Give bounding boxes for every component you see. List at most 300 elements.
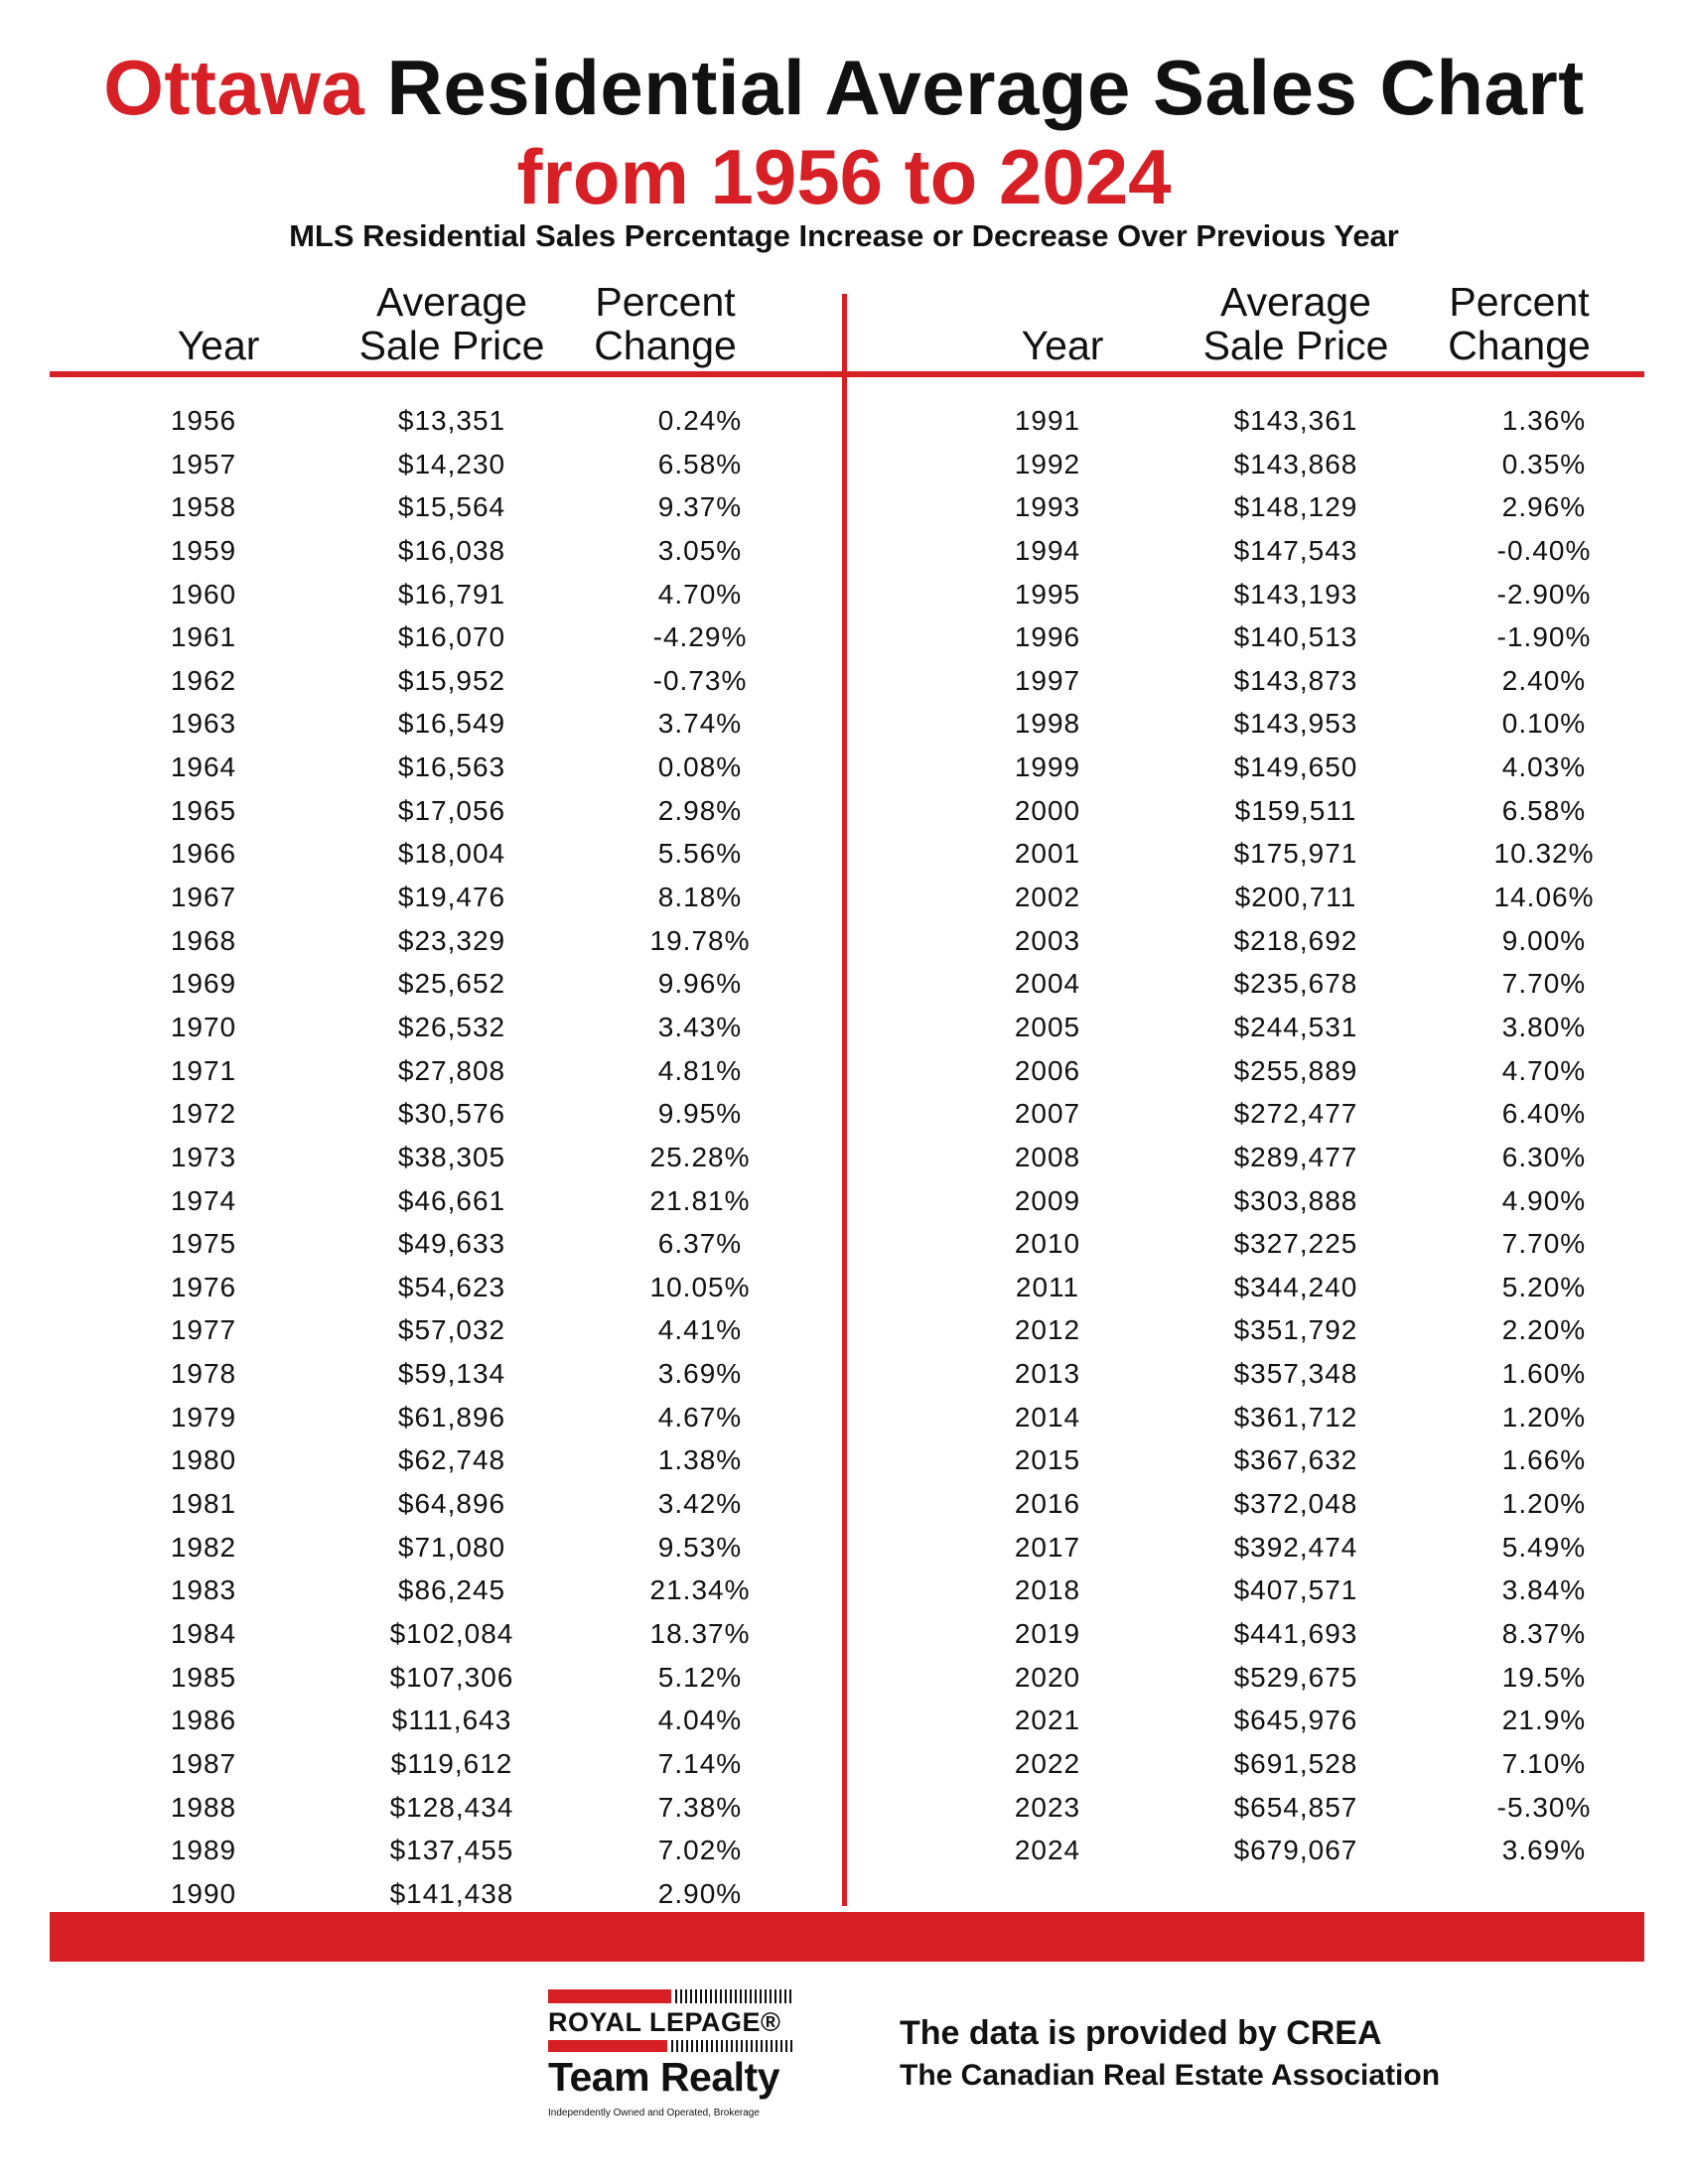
average-price-cell: $143,868 bbox=[1233, 448, 1358, 479]
table-row bbox=[119, 1136, 834, 1179]
average-price-cell: $141,438 bbox=[389, 1877, 514, 1909]
table-row bbox=[119, 1049, 834, 1093]
year-cell: 1996 bbox=[1014, 621, 1081, 653]
percent-change-cell: 19.5% bbox=[1501, 1661, 1587, 1693]
percent-change-cell: 3.43% bbox=[657, 1011, 743, 1042]
table-row bbox=[963, 1396, 1678, 1439]
average-price-cell: $71,080 bbox=[397, 1531, 506, 1563]
table-row bbox=[119, 832, 834, 876]
year-cell: 1987 bbox=[170, 1747, 237, 1779]
table-row bbox=[119, 1612, 834, 1656]
year-cell: 2014 bbox=[1014, 1401, 1081, 1433]
year-cell: 1986 bbox=[170, 1705, 237, 1736]
percent-change-cell: -1.90% bbox=[1496, 621, 1592, 653]
table-row bbox=[119, 1352, 834, 1396]
percent-change-cell: 7.14% bbox=[657, 1747, 743, 1779]
year-cell: 1981 bbox=[170, 1488, 237, 1520]
header-pct-line2: Change bbox=[594, 323, 737, 368]
year-cell: 1958 bbox=[170, 491, 237, 523]
year-cell: 2006 bbox=[1014, 1054, 1081, 1086]
average-price-cell: $367,632 bbox=[1233, 1444, 1358, 1476]
table-row bbox=[119, 659, 834, 703]
table-row bbox=[963, 1136, 1678, 1179]
percent-change-cell: 3.84% bbox=[1501, 1574, 1587, 1606]
table-row bbox=[963, 1222, 1678, 1266]
percent-change-cell: 7.70% bbox=[1501, 968, 1587, 1000]
year-cell: 2016 bbox=[1014, 1488, 1081, 1520]
table-row bbox=[963, 746, 1678, 789]
percent-change-cell: 6.40% bbox=[1501, 1098, 1587, 1130]
year-cell: 1988 bbox=[170, 1791, 237, 1823]
year-cell: 1990 bbox=[170, 1877, 237, 1909]
table-row bbox=[119, 529, 834, 573]
average-price-cell: $16,563 bbox=[397, 751, 506, 783]
percent-change-cell: 9.96% bbox=[657, 968, 743, 1000]
year-cell: 2017 bbox=[1014, 1531, 1081, 1563]
percent-change-cell: 2.96% bbox=[1501, 491, 1587, 523]
percent-change-cell: 21.34% bbox=[649, 1574, 751, 1606]
left-sales-table bbox=[119, 399, 834, 1915]
year-cell: 1989 bbox=[170, 1835, 237, 1866]
percent-change-cell: 1.20% bbox=[1501, 1488, 1587, 1520]
table-row bbox=[119, 1092, 834, 1136]
table-row bbox=[119, 1872, 834, 1916]
year-cell: 2022 bbox=[1014, 1747, 1081, 1779]
percent-change-cell: 0.08% bbox=[657, 751, 743, 783]
average-price-cell: $143,953 bbox=[1233, 708, 1358, 740]
table-row bbox=[963, 1526, 1678, 1570]
average-price-cell: $64,896 bbox=[397, 1488, 506, 1520]
year-cell: 1968 bbox=[170, 924, 237, 956]
table-row bbox=[963, 1742, 1678, 1786]
year-cell: 1976 bbox=[170, 1271, 237, 1302]
table-row bbox=[963, 1482, 1678, 1526]
header-price-line2: Sale Price bbox=[1202, 323, 1389, 368]
year-cell: 1966 bbox=[170, 838, 237, 870]
average-price-cell: $235,678 bbox=[1233, 968, 1358, 1000]
table-row bbox=[963, 1266, 1678, 1309]
table-row bbox=[119, 1786, 834, 1830]
percent-change-cell: 8.37% bbox=[1501, 1617, 1587, 1649]
table-row bbox=[963, 1699, 1678, 1742]
table-row bbox=[963, 1438, 1678, 1482]
percent-change-cell: -0.40% bbox=[1496, 534, 1592, 566]
percent-change-cell: 5.56% bbox=[657, 838, 743, 870]
percent-change-cell: 4.04% bbox=[657, 1705, 743, 1736]
table-row bbox=[963, 659, 1678, 703]
average-price-cell: $143,193 bbox=[1233, 578, 1358, 610]
year-cell: 1977 bbox=[170, 1314, 237, 1346]
table-row bbox=[119, 1829, 834, 1872]
percent-change-cell: 10.05% bbox=[649, 1271, 751, 1302]
average-price-cell: $143,361 bbox=[1233, 405, 1358, 436]
percent-change-cell: 7.02% bbox=[657, 1835, 743, 1866]
year-cell: 1956 bbox=[170, 405, 237, 436]
table-row bbox=[119, 1656, 834, 1700]
logo-royal-lepage: ROYAL LEPAGE® bbox=[548, 2007, 781, 2037]
percent-change-cell: -0.73% bbox=[652, 664, 748, 696]
percent-change-cell: 2.40% bbox=[1501, 664, 1587, 696]
table-row bbox=[119, 485, 834, 529]
average-price-cell: $119,612 bbox=[390, 1747, 513, 1779]
average-price-cell: $392,474 bbox=[1233, 1531, 1358, 1563]
average-price-cell: $654,857 bbox=[1233, 1791, 1358, 1823]
year-cell: 1973 bbox=[170, 1141, 237, 1172]
year-cell: 2002 bbox=[1014, 882, 1081, 913]
table-row bbox=[963, 1569, 1678, 1612]
table-row bbox=[963, 1092, 1678, 1136]
average-price-cell: $159,511 bbox=[1234, 794, 1357, 826]
year-cell: 1971 bbox=[170, 1054, 237, 1086]
average-price-cell: $62,748 bbox=[397, 1444, 506, 1476]
year-cell: 2001 bbox=[1014, 838, 1081, 870]
table-row bbox=[119, 1222, 834, 1266]
header-pct-line2: Change bbox=[1448, 323, 1591, 368]
table-row bbox=[119, 1526, 834, 1570]
year-cell: 1970 bbox=[170, 1011, 237, 1042]
year-cell: 2021 bbox=[1014, 1705, 1081, 1736]
average-price-cell: $143,873 bbox=[1233, 664, 1358, 696]
average-price-cell: $175,971 bbox=[1233, 838, 1358, 870]
table-row bbox=[119, 746, 834, 789]
table-row bbox=[963, 1829, 1678, 1872]
year-cell: 1960 bbox=[170, 578, 237, 610]
percent-change-cell: 4.70% bbox=[657, 578, 743, 610]
year-cell: 2024 bbox=[1014, 1835, 1081, 1866]
percent-change-cell: 1.38% bbox=[657, 1444, 743, 1476]
header-average-sale-price bbox=[333, 280, 571, 367]
logo-red-bar bbox=[548, 1989, 671, 2003]
average-price-cell: $16,549 bbox=[397, 708, 506, 740]
year-cell: 1995 bbox=[1014, 578, 1081, 610]
year-cell: 1992 bbox=[1014, 448, 1081, 479]
average-price-cell: $57,032 bbox=[397, 1314, 506, 1346]
table-row bbox=[963, 529, 1678, 573]
table-row bbox=[963, 789, 1678, 833]
table-row bbox=[963, 443, 1678, 486]
header-price-line1: Average bbox=[1220, 279, 1371, 325]
average-price-cell: $16,791 bbox=[397, 578, 506, 610]
average-price-cell: $218,692 bbox=[1233, 924, 1358, 956]
data-credit bbox=[900, 2011, 1440, 2097]
year-cell: 1998 bbox=[1014, 708, 1081, 740]
percent-change-cell: -5.30% bbox=[1496, 1791, 1592, 1823]
percent-change-cell: 2.20% bbox=[1501, 1314, 1587, 1346]
page-title bbox=[0, 40, 1688, 135]
year-cell: 2004 bbox=[1014, 968, 1081, 1000]
year-cell: 2023 bbox=[1014, 1791, 1081, 1823]
table-row bbox=[963, 615, 1678, 659]
average-price-cell: $59,134 bbox=[397, 1358, 506, 1390]
average-price-cell: $107,306 bbox=[389, 1661, 514, 1693]
percent-change-cell: 3.42% bbox=[657, 1488, 743, 1520]
percent-change-cell: 3.69% bbox=[657, 1358, 743, 1390]
percent-change-cell: 9.53% bbox=[657, 1531, 743, 1563]
year-cell: 1991 bbox=[1014, 405, 1081, 436]
average-price-cell: $351,792 bbox=[1233, 1314, 1358, 1346]
year-cell: 1984 bbox=[170, 1617, 237, 1649]
average-price-cell: $149,650 bbox=[1233, 751, 1358, 783]
table-row bbox=[963, 399, 1678, 443]
percent-change-cell: 7.10% bbox=[1501, 1747, 1587, 1779]
year-cell: 1967 bbox=[170, 882, 237, 913]
header-percent-change bbox=[556, 280, 774, 367]
percent-change-cell: 4.41% bbox=[657, 1314, 743, 1346]
percent-change-cell: 1.20% bbox=[1501, 1401, 1587, 1433]
percent-change-cell: 3.05% bbox=[657, 534, 743, 566]
table-row bbox=[119, 789, 834, 833]
percent-change-cell: 0.24% bbox=[657, 405, 743, 436]
average-price-cell: $54,623 bbox=[397, 1271, 506, 1302]
right-column-headers bbox=[963, 274, 1638, 373]
percent-change-cell: 4.90% bbox=[1501, 1184, 1587, 1216]
average-price-cell: $244,531 bbox=[1233, 1011, 1358, 1042]
right-header-rule bbox=[847, 371, 1644, 377]
table-row bbox=[119, 919, 834, 963]
year-cell: 1999 bbox=[1014, 751, 1081, 783]
year-cell: 1961 bbox=[170, 621, 237, 653]
table-row bbox=[963, 876, 1678, 919]
header-pct-line1: Percent bbox=[1449, 279, 1590, 325]
year-cell: 2019 bbox=[1014, 1617, 1081, 1649]
table-row bbox=[119, 399, 834, 443]
table-row bbox=[963, 1352, 1678, 1396]
year-cell: 1978 bbox=[170, 1358, 237, 1390]
percent-change-cell: 1.66% bbox=[1501, 1444, 1587, 1476]
percent-change-cell: 19.78% bbox=[649, 924, 751, 956]
year-cell: 2009 bbox=[1014, 1184, 1081, 1216]
percent-change-cell: 5.20% bbox=[1501, 1271, 1587, 1302]
average-price-cell: $23,329 bbox=[397, 924, 506, 956]
percent-change-cell: 4.67% bbox=[657, 1401, 743, 1433]
average-price-cell: $679,067 bbox=[1233, 1835, 1358, 1866]
average-price-cell: $255,889 bbox=[1233, 1054, 1358, 1086]
average-price-cell: $344,240 bbox=[1233, 1271, 1358, 1302]
percent-change-cell: 25.28% bbox=[649, 1141, 751, 1172]
percent-change-cell: 2.90% bbox=[657, 1877, 743, 1909]
percent-change-cell: 1.36% bbox=[1501, 405, 1587, 436]
credit-line2: The Canadian Real Estate Association bbox=[900, 2059, 1441, 2092]
average-price-cell: $407,571 bbox=[1233, 1574, 1358, 1606]
year-cell: 2005 bbox=[1014, 1011, 1081, 1042]
year-cell: 2020 bbox=[1014, 1661, 1081, 1693]
average-price-cell: $38,305 bbox=[397, 1141, 506, 1172]
header-average-sale-price bbox=[1177, 280, 1415, 367]
table-row bbox=[963, 1786, 1678, 1830]
average-price-cell: $86,245 bbox=[397, 1574, 506, 1606]
table-row bbox=[963, 485, 1678, 529]
year-cell: 1985 bbox=[170, 1661, 237, 1693]
table-row bbox=[119, 1179, 834, 1223]
percent-change-cell: 4.81% bbox=[657, 1054, 743, 1086]
percent-change-cell: 21.9% bbox=[1501, 1705, 1587, 1736]
percent-change-cell: 6.37% bbox=[657, 1228, 743, 1260]
percent-change-cell: 0.35% bbox=[1501, 448, 1587, 479]
average-price-cell: $111,643 bbox=[391, 1705, 512, 1736]
year-cell: 2003 bbox=[1014, 924, 1081, 956]
year-cell: 1997 bbox=[1014, 664, 1081, 696]
average-price-cell: $272,477 bbox=[1233, 1098, 1358, 1130]
year-cell: 1963 bbox=[170, 708, 237, 740]
table-row bbox=[119, 573, 834, 616]
percent-change-cell: 4.03% bbox=[1501, 751, 1587, 783]
percent-change-cell: 3.69% bbox=[1501, 1835, 1587, 1866]
average-price-cell: $147,543 bbox=[1233, 534, 1358, 566]
average-price-cell: $25,652 bbox=[397, 968, 506, 1000]
average-price-cell: $26,532 bbox=[397, 1011, 506, 1042]
year-cell: 1972 bbox=[170, 1098, 237, 1130]
table-row bbox=[963, 919, 1678, 963]
title-date-range: from 1956 to 2024 bbox=[516, 133, 1172, 220]
table-row bbox=[963, 1049, 1678, 1093]
average-price-cell: $49,633 bbox=[397, 1228, 506, 1260]
percent-change-cell: 9.95% bbox=[657, 1098, 743, 1130]
average-price-cell: $14,230 bbox=[397, 448, 506, 479]
average-price-cell: $289,477 bbox=[1233, 1141, 1358, 1172]
percent-change-cell: 6.58% bbox=[1501, 794, 1587, 826]
average-price-cell: $17,056 bbox=[397, 794, 506, 826]
percent-change-cell: 1.60% bbox=[1501, 1358, 1587, 1390]
title-city: Ottawa bbox=[103, 44, 365, 131]
year-cell: 1994 bbox=[1014, 534, 1081, 566]
percent-change-cell: 6.30% bbox=[1501, 1141, 1587, 1172]
percent-change-cell: -2.90% bbox=[1496, 578, 1592, 610]
percent-change-cell: 9.00% bbox=[1501, 924, 1587, 956]
average-price-cell: $61,896 bbox=[397, 1401, 506, 1433]
percent-change-cell: 18.37% bbox=[649, 1617, 751, 1649]
year-cell: 2011 bbox=[1015, 1271, 1080, 1302]
table-row bbox=[963, 1656, 1678, 1700]
table-row bbox=[119, 443, 834, 486]
table-row bbox=[119, 615, 834, 659]
logo-stripes bbox=[675, 1989, 794, 2003]
average-price-cell: $645,976 bbox=[1233, 1705, 1358, 1736]
average-price-cell: $137,455 bbox=[389, 1835, 514, 1866]
average-price-cell: $30,576 bbox=[397, 1098, 506, 1130]
average-price-cell: $357,348 bbox=[1233, 1358, 1358, 1390]
table-row bbox=[119, 1438, 834, 1482]
percent-change-cell: 2.98% bbox=[657, 794, 743, 826]
table-row bbox=[119, 1742, 834, 1786]
average-price-cell: $441,693 bbox=[1233, 1617, 1358, 1649]
year-cell: 1969 bbox=[170, 968, 237, 1000]
table-row bbox=[963, 702, 1678, 746]
table-row bbox=[963, 1179, 1678, 1223]
percent-change-cell: 5.12% bbox=[657, 1661, 743, 1693]
year-cell: 1993 bbox=[1014, 491, 1081, 523]
average-price-cell: $102,084 bbox=[389, 1617, 514, 1649]
percent-change-cell: 21.81% bbox=[649, 1184, 751, 1216]
header-pct-line1: Percent bbox=[595, 279, 736, 325]
percent-change-cell: 0.10% bbox=[1501, 708, 1587, 740]
percent-change-cell: 5.49% bbox=[1501, 1531, 1587, 1563]
average-price-cell: $200,711 bbox=[1234, 882, 1357, 913]
logo-team-realty: Team Realty bbox=[548, 2054, 780, 2100]
average-price-cell: $18,004 bbox=[397, 838, 506, 870]
average-price-cell: $529,675 bbox=[1233, 1661, 1358, 1693]
year-cell: 1962 bbox=[170, 664, 237, 696]
year-cell: 2010 bbox=[1014, 1228, 1081, 1260]
credit-line1: The data is provided by CREA bbox=[900, 2014, 1382, 2052]
percent-change-cell: -4.29% bbox=[652, 621, 748, 653]
average-price-cell: $27,808 bbox=[397, 1054, 506, 1086]
average-price-cell: $140,513 bbox=[1233, 621, 1358, 653]
year-cell: 1975 bbox=[170, 1228, 237, 1260]
year-cell: 2018 bbox=[1014, 1574, 1081, 1606]
table-row bbox=[119, 1396, 834, 1439]
year-cell: 1965 bbox=[170, 794, 237, 826]
average-price-cell: $148,129 bbox=[1233, 491, 1358, 523]
title-main: Residential Average Sales Chart bbox=[386, 44, 1585, 131]
header-price-line1: Average bbox=[376, 279, 527, 325]
table-row bbox=[963, 1612, 1678, 1656]
year-cell: 1957 bbox=[170, 448, 237, 479]
table-row bbox=[963, 573, 1678, 616]
right-sales-table bbox=[963, 399, 1678, 1872]
average-price-cell: $46,661 bbox=[397, 1184, 506, 1216]
royal-lepage-logo bbox=[548, 1989, 794, 2128]
table-row bbox=[119, 1266, 834, 1309]
table-row bbox=[119, 1308, 834, 1352]
left-column-headers bbox=[119, 274, 735, 373]
year-cell: 1982 bbox=[170, 1531, 237, 1563]
percent-change-cell: 3.74% bbox=[657, 708, 743, 740]
table-row bbox=[119, 1482, 834, 1526]
table-row bbox=[119, 1006, 834, 1049]
year-cell: 1983 bbox=[170, 1574, 237, 1606]
year-cell: 1964 bbox=[170, 751, 237, 783]
table-row bbox=[119, 962, 834, 1006]
table-row bbox=[963, 962, 1678, 1006]
average-price-cell: $16,070 bbox=[397, 621, 506, 653]
year-cell: 2015 bbox=[1014, 1444, 1081, 1476]
center-divider bbox=[842, 294, 847, 1906]
header-percent-change bbox=[1410, 280, 1628, 367]
percent-change-cell: 10.32% bbox=[1493, 838, 1595, 870]
year-cell: 1980 bbox=[170, 1444, 237, 1476]
average-price-cell: $15,952 bbox=[397, 664, 506, 696]
percent-change-cell: 4.70% bbox=[1501, 1054, 1587, 1086]
table-row bbox=[963, 832, 1678, 876]
footer-bar bbox=[50, 1912, 1644, 1962]
year-cell: 1959 bbox=[170, 534, 237, 566]
table-row bbox=[963, 1006, 1678, 1049]
table-row bbox=[963, 1308, 1678, 1352]
logo-tagline: Independently Owned and Operated, Brokerage bbox=[548, 2108, 760, 2118]
table-row bbox=[119, 1569, 834, 1612]
left-header-rule bbox=[50, 371, 842, 377]
average-price-cell: $128,434 bbox=[389, 1791, 514, 1823]
header-year: Year bbox=[1021, 323, 1104, 368]
table-row bbox=[119, 1699, 834, 1742]
year-cell: 2008 bbox=[1014, 1141, 1081, 1172]
year-cell: 2007 bbox=[1014, 1098, 1081, 1130]
table-row bbox=[119, 876, 834, 919]
header-year: Year bbox=[177, 323, 260, 368]
year-cell: 2012 bbox=[1014, 1314, 1081, 1346]
average-price-cell: $361,712 bbox=[1233, 1401, 1358, 1433]
percent-change-cell: 7.70% bbox=[1501, 1228, 1587, 1260]
average-price-cell: $327,225 bbox=[1233, 1228, 1358, 1260]
percent-change-cell: 6.58% bbox=[657, 448, 743, 479]
average-price-cell: $303,888 bbox=[1233, 1184, 1358, 1216]
percent-change-cell: 7.38% bbox=[657, 1791, 743, 1823]
average-price-cell: $16,038 bbox=[397, 534, 506, 566]
percent-change-cell: 3.80% bbox=[1501, 1011, 1587, 1042]
year-cell: 1974 bbox=[170, 1184, 237, 1216]
table-row bbox=[119, 702, 834, 746]
year-cell: 2000 bbox=[1014, 794, 1081, 826]
